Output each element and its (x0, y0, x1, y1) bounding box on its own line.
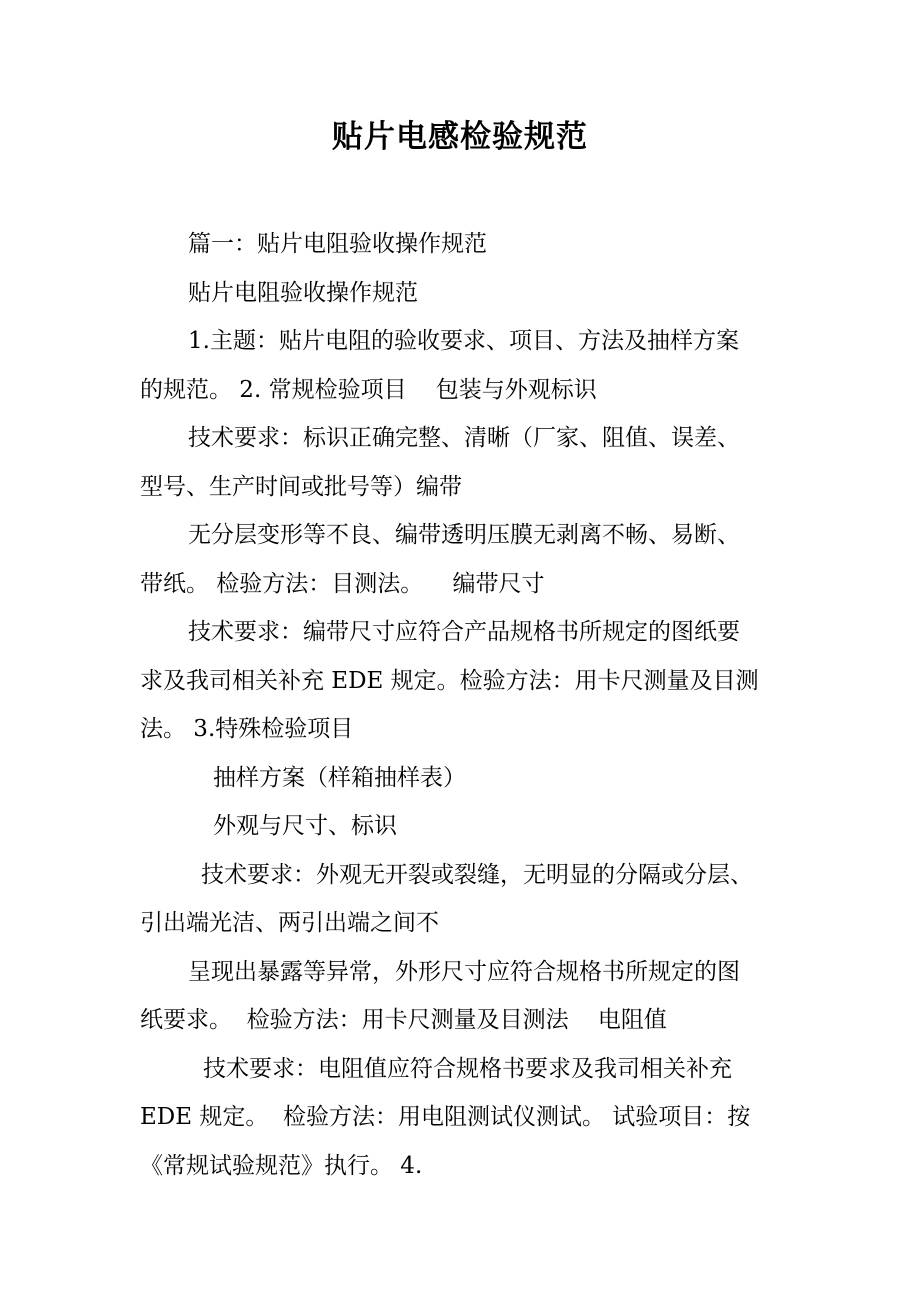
text-line: 纸要求。 检验方法：用卡尺测量及目测法 电阻值 (140, 1007, 667, 1033)
text-line: 1.主题：贴片电阻的验收要求、项目、方法及抽样方案 (188, 328, 739, 354)
text-line: 技术要求：电阻值应符合规格书要求及我司相关补充 (203, 1055, 732, 1082)
text-line: 带纸。 检验方法：目测法。 编带尺寸 (140, 570, 545, 597)
text-line: 法。 3.特殊检验项目 (140, 716, 354, 742)
document-title: 贴片电感检验规范 (332, 119, 588, 155)
document-body (140, 220, 790, 1190)
text-line: 的规范。 2. 常规检验项目 包装与外观标识 (140, 376, 597, 403)
text-line: 呈现出暴露等异常，外形尺寸应符合规格书所规定的图 (188, 958, 740, 985)
text-line: 《常规试验规范》执行。 4. (140, 1152, 423, 1179)
text-line: 外观与尺寸、标识 (213, 813, 397, 839)
text-line: 篇一：贴片电阻验收操作规范 (188, 231, 487, 257)
text-line: EDE 规定。 检验方法：用电阻测试仪测试。 试验项目：按 (140, 1104, 751, 1130)
text-line: 技术要求：外观无开裂或裂缝，无明显的分隔或分层、 (201, 861, 753, 888)
text-line: 无分层变形等不良、编带透明压膜无剥离不畅、易断、 (188, 522, 740, 548)
text-line: 抽样方案（样箱抽样表） (213, 764, 466, 791)
text-line: 求及我司相关补充 EDE 规定。检验方法：用卡尺测量及目测 (140, 667, 759, 694)
text-line: 技术要求：编带尺寸应符合产品规格书所规定的图纸要 (188, 619, 740, 645)
text-line: 贴片电阻验收操作规范 (188, 279, 418, 306)
text-line: 型号、生产时间或批号等）编带 (140, 473, 462, 500)
text-line: 技术要求：标识正确完整、清晰（厂家、阻值、误差、 (188, 425, 740, 451)
text-line: 引出端光洁、两引出端之间不 (140, 910, 439, 936)
